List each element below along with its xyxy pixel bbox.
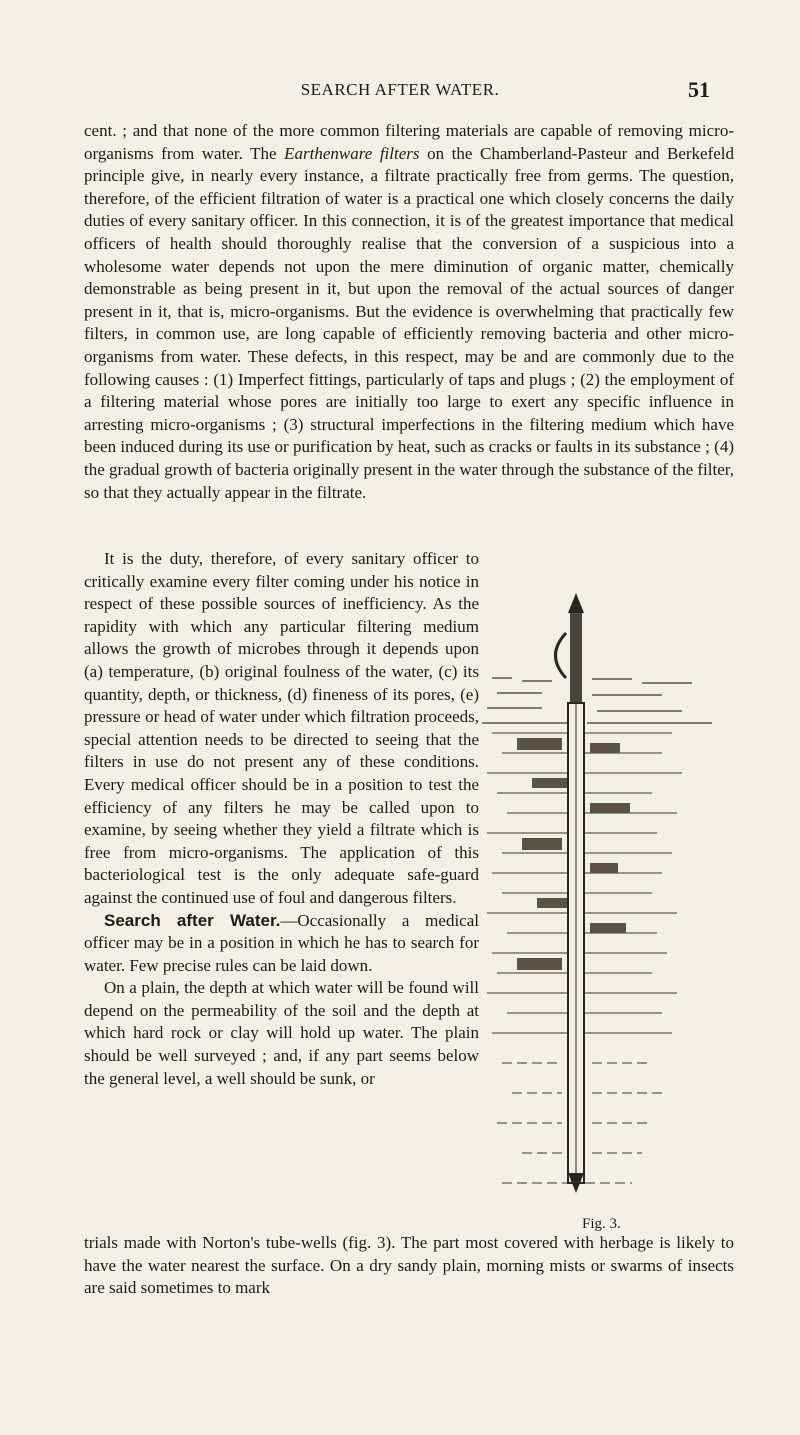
page-header [0,77,800,108]
figure-caption: Fig. 3. [582,1216,621,1232]
p1-text-a: cent. ; and that none of the more common filtering materials are capable of removing micro-organisms from water. The [84,121,734,163]
paragraph-3-text: —Occasionally a medical officer may be in a position in which he has to search for water. Few precise rules can be laid down. [84,910,479,975]
paragraph-2: It is the duty, therefore, of every sanitary officer to critically examine every filter coming under his notice in respect of these possible sources of inefficiency. As the rapidity with which any particular filtering medium allows the growth of microbes through it depends upon (a) temperature, (b) original foulness of the water, (c) its quantity, depth, or thickness, (d) fineness of its pores, (e) pressure or head of water under which filtration proceeds, special attention needs to be directed to seeing that the filters in use do not present any of these conditions. Every medical officer should be in a position to test the efficiency of any filters he may be called upon to examine, by seeing whether they yield a filtrate which is free from micro-organisms. The application of this bacteriological test is the only adequate safe-guard against the continued use of foul and dangerous filters. [84,549,479,907]
running-head: SEARCH AFTER WATER. [300,80,500,99]
p1-italic-term: Earthenware filters [284,143,420,163]
page-number: 51 [688,77,710,102]
paragraph-5-text: trials made with Norton's tube-wells (fig. 3). The part most covered with herbage is likely to have the water nearest the surface. On a dry sandy plain, morning mists or swarms of insects are said sometimes to mark [84,1233,734,1298]
p1-text-b: on the Chamberland-Pasteur and Berkefeld principle give, in nearly every instance, a filtrate practically free from germs. The question, therefore, of the efficient filtration of water is a practical one which closely concerns the daily duties of every sanitary officer. In this connection, it is of the greatest importance that medical officers of health should thoroughly realise that the conversion of a suspicious into a wholesome water depends not upon the mere diminution of organic matter, chemically demonstrable as being present in it, but upon the removal of the actual sources of danger present in it, that is, micro-organisms. But the evidence is overwhelming that practically few filters, in common use, are long capable of efficiently removing bacteria and other micro-organisms from water. These defects, in this respect, may be and are commonly due to the following causes : (1) Imperfect fittings, particularly of taps and plugs ; (2) the employment of a filtering material whose pores are initially too large to exert any specific influence in arresting micro-organisms ; (3) structural imperfections in the filtering medium which have been induced during its use or purification by heat, such as cracks or faults in its substance ; (4) the gradual growth of bacteria originally present in the water through the substance of the filter, so that they actually appear in the filtrate. [84,143,734,502]
paragraph-3 [84,910,479,978]
tube-well-illustration [482,593,742,1223]
paragraph-4: On a plain, the depth at which water will be found will depend on the permeability of the soil and the depth at which hard rock or clay will hold up water. The plain should be well surveyed ; and, if any part seems below the general level, a well should be sunk, or [84,978,479,1088]
narrow-column [84,548,479,1090]
section-heading-search-after-water: Search after Water. [104,910,281,930]
paragraph-1 [84,120,734,504]
paragraph-5 [84,1232,734,1300]
